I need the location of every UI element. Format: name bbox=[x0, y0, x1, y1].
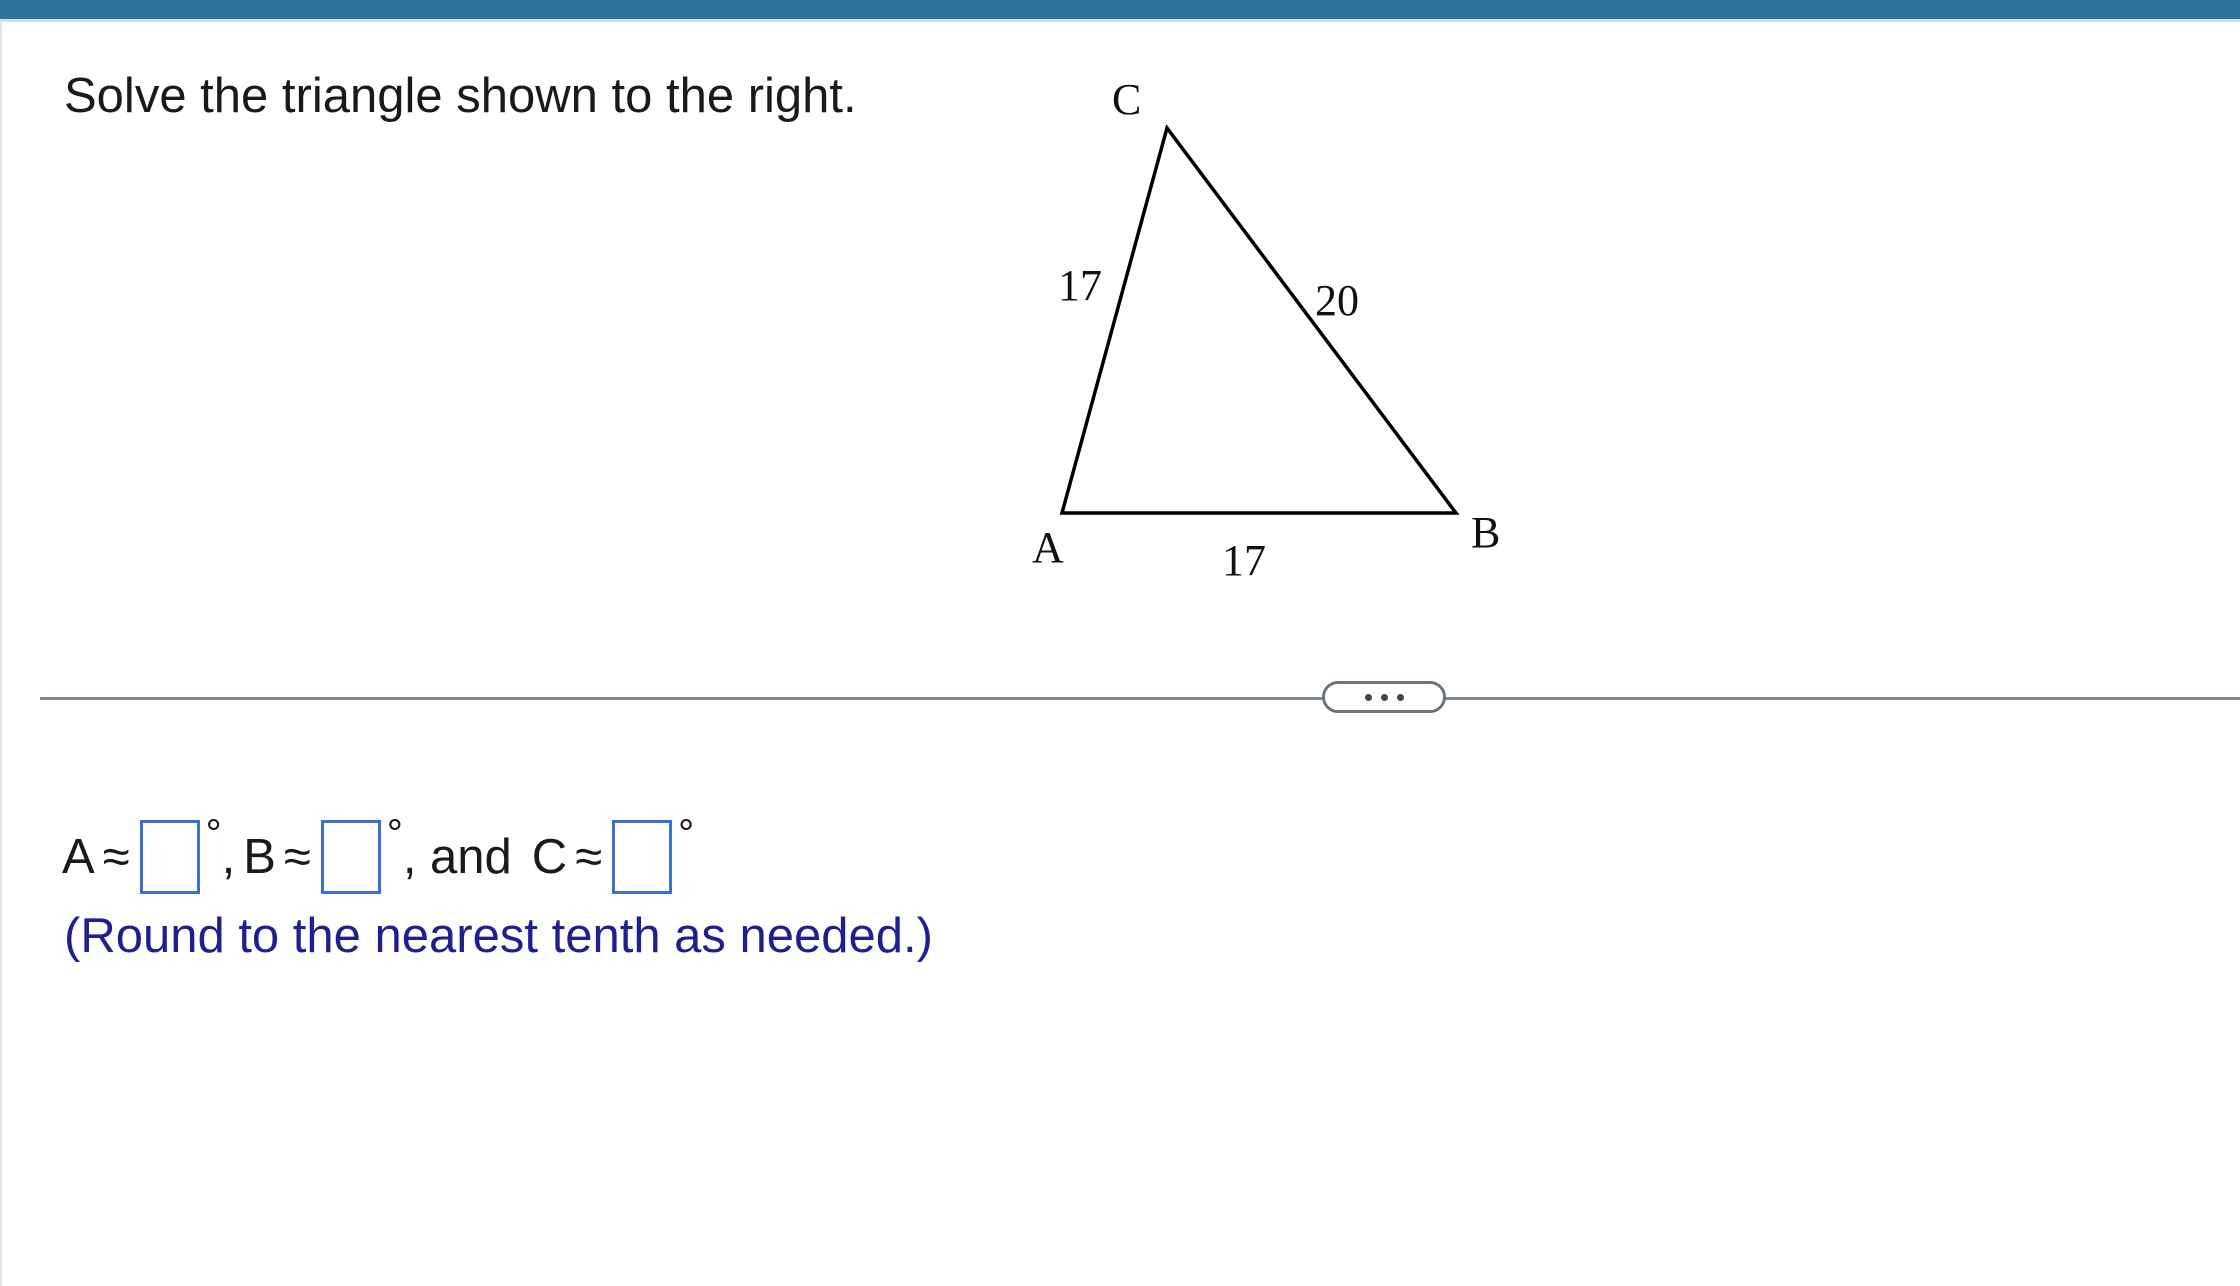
degree-symbol: ° bbox=[386, 812, 403, 856]
side-label-ab: 17 bbox=[1222, 536, 1266, 585]
approx-symbol: ≈ bbox=[283, 830, 311, 884]
triangle-shape bbox=[1062, 128, 1456, 513]
angle-c-input[interactable] bbox=[612, 820, 672, 894]
left-border bbox=[0, 22, 2, 1286]
ellipsis-icon bbox=[1397, 694, 1404, 701]
more-options-button[interactable] bbox=[1322, 681, 1446, 713]
angle-a-label: A bbox=[62, 830, 95, 884]
degree-symbol: ° bbox=[205, 812, 222, 856]
rounding-instruction: (Round to the nearest tenth as needed.) bbox=[64, 909, 933, 963]
side-label-cb: 20 bbox=[1315, 276, 1359, 325]
vertex-label-b: B bbox=[1471, 508, 1501, 557]
approx-symbol: ≈ bbox=[102, 830, 130, 884]
triangle-figure bbox=[1000, 70, 1560, 600]
header-bar bbox=[0, 0, 2240, 22]
ellipsis-icon bbox=[1365, 694, 1372, 701]
degree-symbol: ° bbox=[678, 812, 695, 856]
comma-separator: , bbox=[221, 830, 236, 884]
angle-b-input[interactable] bbox=[321, 820, 381, 894]
angle-c-label: C bbox=[531, 830, 568, 884]
angle-b-label: B bbox=[243, 830, 276, 884]
answer-line bbox=[62, 812, 694, 902]
vertex-label-a: A bbox=[1032, 523, 1064, 572]
vertex-label-c: C bbox=[1112, 75, 1142, 124]
approx-symbol: ≈ bbox=[575, 830, 603, 884]
ellipsis-icon bbox=[1381, 694, 1388, 701]
section-divider bbox=[40, 697, 2240, 700]
angle-a-input[interactable] bbox=[140, 820, 200, 894]
and-text: , and bbox=[402, 830, 512, 884]
triangle-svg bbox=[1000, 70, 1560, 600]
side-label-ac: 17 bbox=[1058, 261, 1102, 310]
question-prompt: Solve the triangle shown to the right. bbox=[64, 69, 857, 123]
